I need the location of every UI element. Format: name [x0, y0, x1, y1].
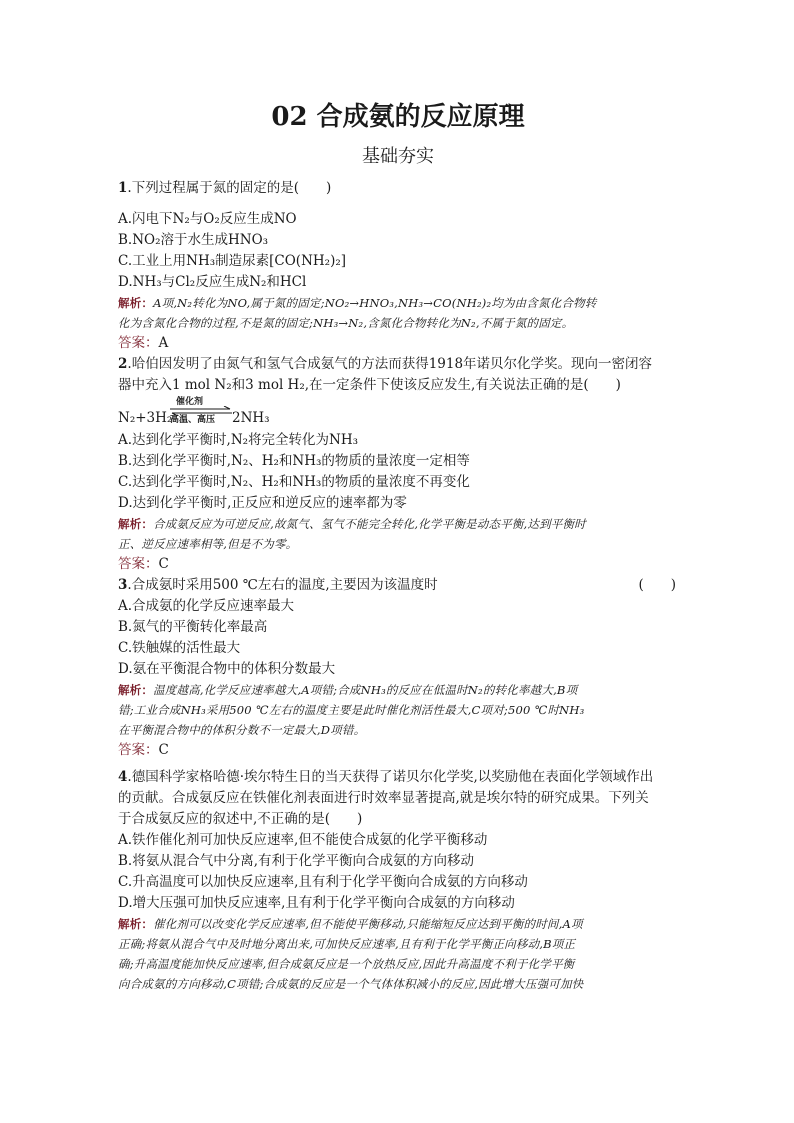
- explanation-label: 解析：: [118, 517, 154, 531]
- question-1: [118, 178, 678, 354]
- question-stem: [118, 575, 678, 596]
- explanation-line: 温度越高,化学反应速率越大,A项错;合成NH₃的反应在低温时N₂的转化率越大,B项: [153, 683, 578, 697]
- explanation: [118, 914, 678, 934]
- option-b: B.将氨从混合气中分离,有利于化学平衡向合成氨的方向移动: [118, 853, 475, 869]
- section-subtitle: 基础夯实: [362, 146, 434, 167]
- catalyst-label: 催化剂: [176, 397, 204, 407]
- question-text: 的贡献。合成氨反应在铁催化剂表面进行时效率显著提高,就是埃尔特的研究成果。下列关: [118, 790, 649, 806]
- option-a: A.铁作催化剂可加快反应速率,但不能使合成氨的化学平衡移动: [118, 832, 488, 848]
- question-number: 1: [118, 180, 128, 196]
- option-d: D.增大压强可加快反应速率,且有利于化学平衡向合成氨的方向移动: [118, 895, 515, 911]
- option-d: D.达到化学平衡时,正反应和逆反应的速率都为零: [118, 495, 407, 511]
- question-text: .下列过程属于氮的固定的是( ): [127, 180, 332, 196]
- explanation-line: A项,N₂转化为NO,属于氮的固定;NO₂→HNO₃,NH₃→CO(NH₂)₂均为由含氮化合物转: [153, 296, 597, 310]
- conditions-label: 高温、高压: [170, 415, 216, 425]
- option-d: D.NH₃与Cl₂反应生成N₂和HCl: [118, 274, 307, 290]
- answer-label: 答案：: [118, 556, 159, 572]
- question-number: 2: [118, 356, 128, 372]
- option-b: B.NO₂溶于水生成HNO₃: [118, 232, 269, 248]
- option-c: C.达到化学平衡时,N₂、H₂和NH₃的物质的量浓度不再变化: [118, 474, 470, 490]
- option-a: A.闪电下N₂与O₂反应生成NO: [118, 211, 297, 227]
- document-page: [118, 96, 678, 994]
- option-d: D.氨在平衡混合物中的体积分数最大: [118, 661, 336, 677]
- answer: [118, 333, 678, 354]
- question-2: [118, 354, 678, 575]
- option-a: A.达到化学平衡时,N₂将完全转化为NH₃: [118, 432, 359, 448]
- question-stem: [118, 354, 678, 375]
- option-a: A.合成氨的化学反应速率最大: [118, 598, 295, 614]
- option-c: C.工业上用NH₃制造尿素[CO(NH₂)₂]: [118, 253, 347, 269]
- answer-label: 答案：: [118, 335, 159, 351]
- chemical-equation: [118, 396, 678, 430]
- answer: [118, 740, 678, 761]
- explanation-line: 催化剂可以改变化学反应速率,但不能使平衡移动,只能缩短反应达到平衡的时间,A项: [153, 917, 583, 931]
- option-b: B.氮气的平衡转化率最高: [118, 619, 268, 635]
- answer: [118, 554, 678, 575]
- answer-value: A: [158, 335, 169, 351]
- explanation-label: 解析：: [118, 683, 154, 697]
- explanation-line: 化为含氮化合物的过程,不是氮的固定;NH₃→N₂,含氮化合物转化为N₂,不属于氮的固定。: [118, 316, 574, 330]
- question-number: 3: [118, 577, 128, 593]
- explanation-line: 正确;将氨从混合气中及时地分离出来,可加快反应速率,且有利于化学平衡正向移动,B项正: [118, 937, 576, 951]
- explanation-line: 正、逆反应速率相等,但是不为零。: [118, 537, 298, 551]
- explanation-line: 合成氨反应为可逆反应,故氮气、氢气不能完全转化,化学平衡是动态平衡,达到平衡时: [153, 517, 586, 531]
- question-text: .合成氨时采用500 ℃左右的温度,主要因为该温度时: [127, 577, 438, 593]
- equation-products: 2NH₃: [232, 410, 270, 426]
- explanation-label: 解析：: [118, 296, 154, 310]
- question-3: [118, 575, 678, 761]
- explanation: [118, 293, 678, 313]
- explanation-label: 解析：: [118, 917, 154, 931]
- question-text: .德国科学家格哈德·埃尔特生日的当天获得了诺贝尔化学奖,以奖励他在表面化学领域作出: [127, 769, 654, 785]
- explanation: [118, 680, 678, 700]
- explanation-line: 在平衡混合物中的体积分数不一定最大,D项错。: [118, 723, 366, 737]
- answer-value: C: [158, 556, 169, 572]
- question-stem: [118, 178, 678, 199]
- option-c: C.铁触媒的活性最大: [118, 640, 241, 656]
- question-text: .哈伯因发明了由氮气和氢气合成氨气的方法而获得1918年诺贝尔化学奖。现向一密闭容: [127, 356, 653, 372]
- question-4: [118, 761, 678, 994]
- answer-bracket: ( ): [638, 577, 676, 593]
- page-title: 02 合成氨的反应原理: [271, 102, 525, 132]
- option-b: B.达到化学平衡时,N₂、H₂和NH₃的物质的量浓度一定相等: [118, 453, 470, 469]
- option-c: C.升高温度可以加快反应速率,且有利于化学平衡向合成氨的方向移动: [118, 874, 528, 890]
- explanation: [118, 514, 678, 534]
- question-text: 于合成氨反应的叙述中,不正确的是( ): [118, 811, 363, 827]
- question-number: 4: [118, 769, 128, 785]
- equation-reactants: N₂+3H₂: [118, 410, 173, 426]
- question-text: 器中充入1 mol N₂和3 mol H₂,在一定条件下使该反应发生,有关说法正确的是( ): [118, 377, 621, 393]
- answer-value: C: [158, 742, 169, 758]
- explanation-line: 错;工业合成NH₃采用500 ℃左右的温度主要是此时催化剂活性最大,C项对;500 ℃时NH₃: [118, 703, 585, 717]
- explanation-line: 确;升高温度能加快反应速率,但合成氨反应是一个放热反应,因此升高温度不利于化学平衡: [118, 957, 575, 971]
- explanation-line: 向合成氨的方向移动,C项错;合成氨的反应是一个气体体积减小的反应,因此增大压强可加快: [118, 977, 584, 991]
- question-stem: [118, 767, 678, 788]
- answer-label: 答案：: [118, 742, 159, 758]
